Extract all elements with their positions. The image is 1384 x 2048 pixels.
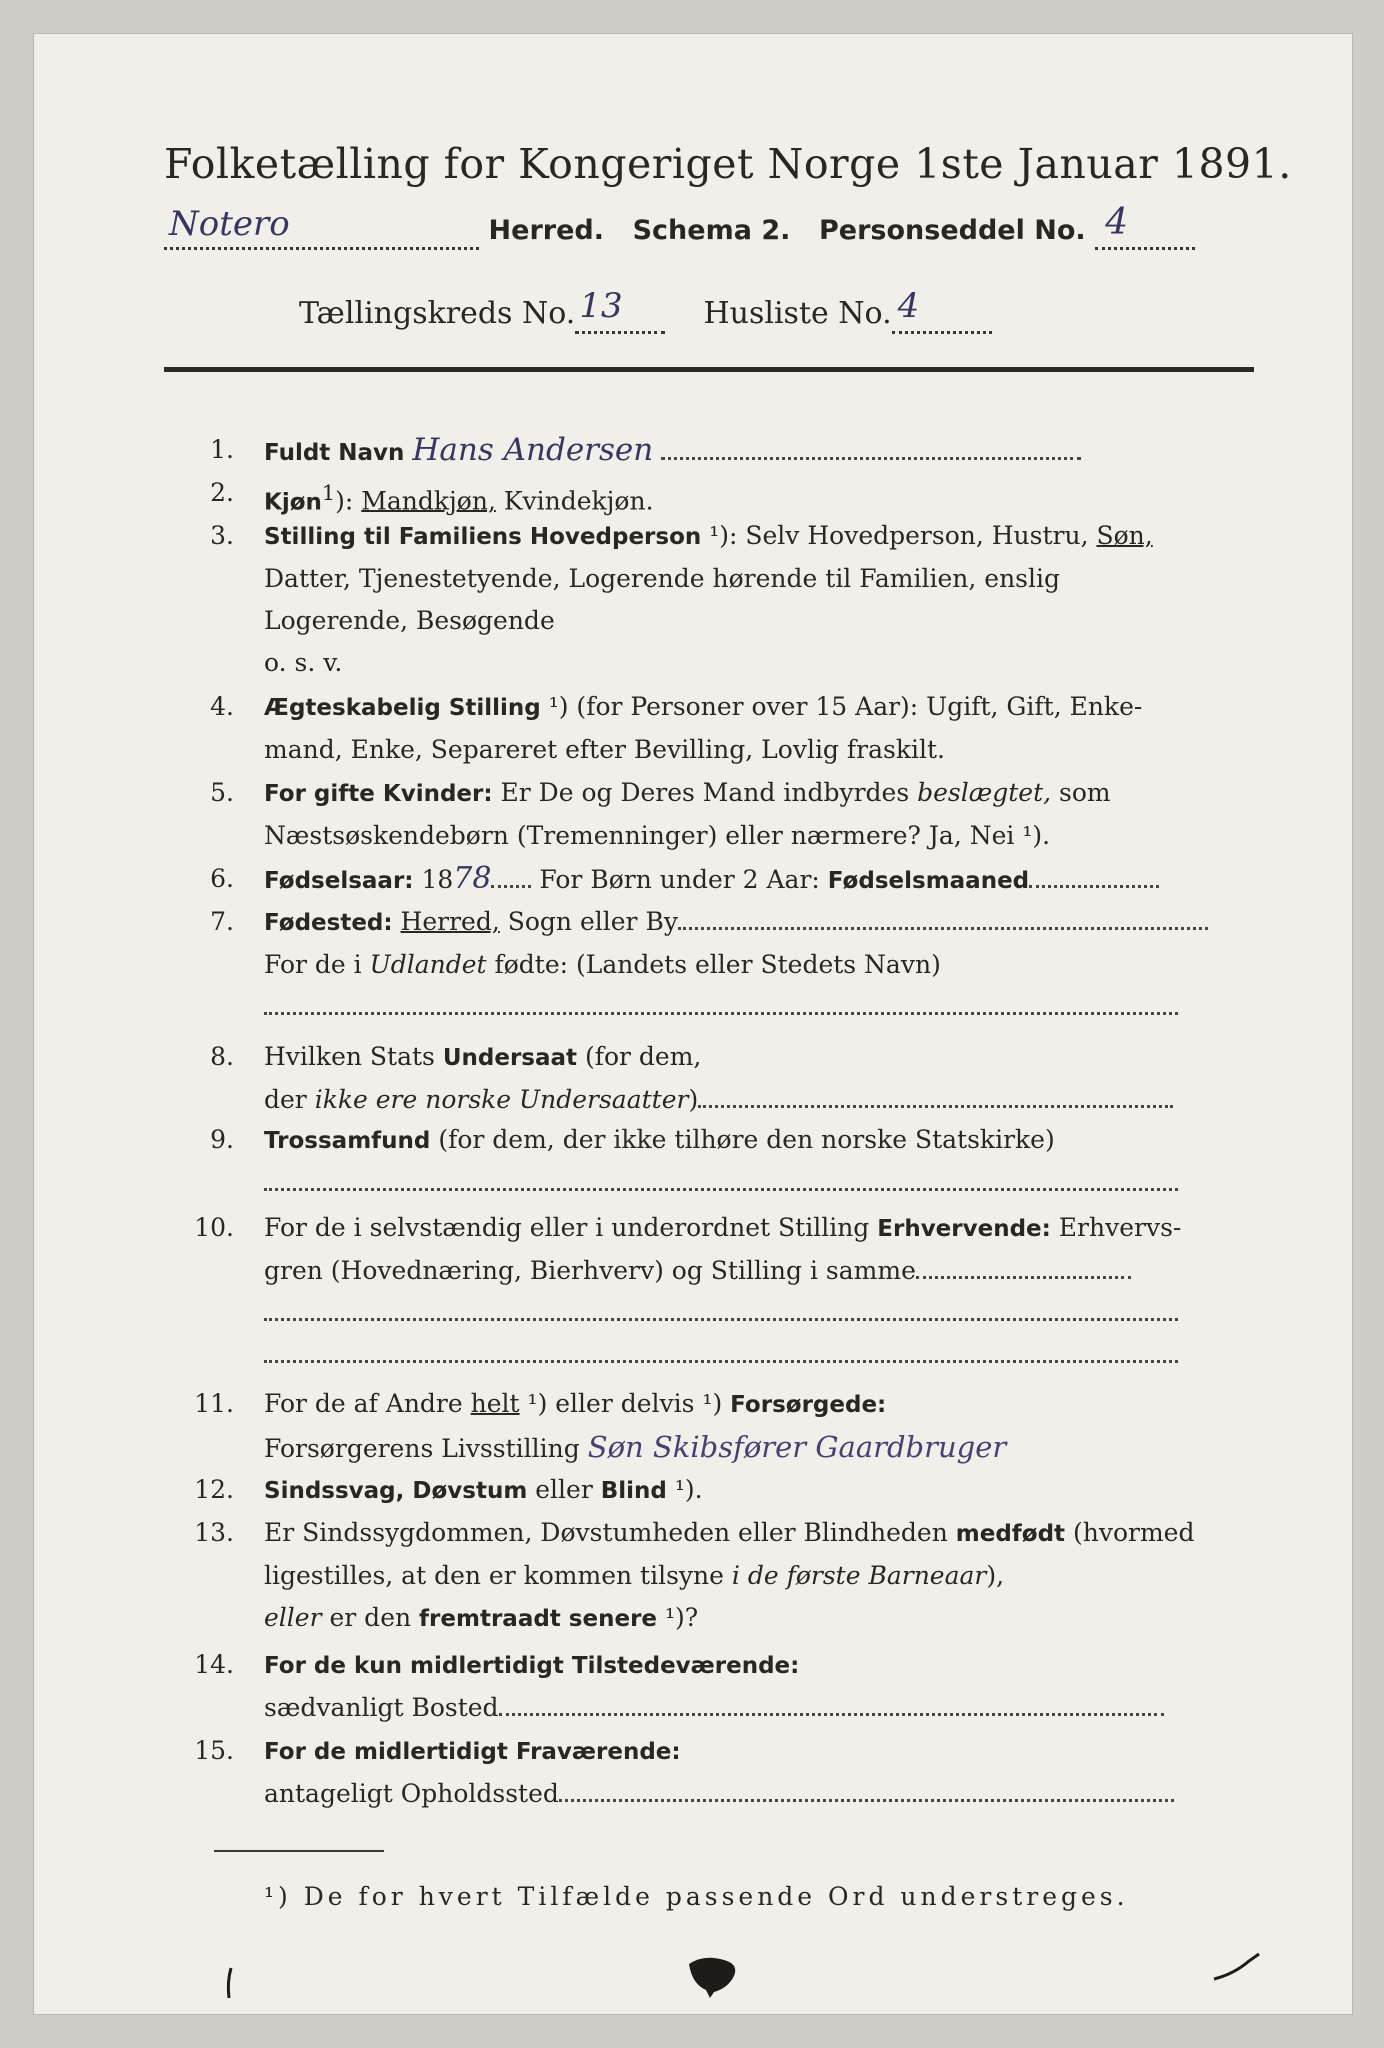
item-text: 18 bbox=[413, 865, 454, 894]
selected-option: Herred, bbox=[400, 907, 500, 936]
item-text: eller bbox=[264, 1603, 322, 1632]
item-text: ) bbox=[688, 1085, 699, 1114]
item-text: fødte: (Landets eller Stedets Navn) bbox=[486, 950, 941, 979]
husliste-field bbox=[892, 286, 992, 334]
selected-option: Mandkjøn, bbox=[361, 486, 496, 516]
item-number: 14. bbox=[194, 1650, 234, 1679]
item-text: ): bbox=[335, 486, 362, 516]
herred-label: Herred. bbox=[488, 215, 604, 246]
item-text: ¹)? bbox=[657, 1603, 699, 1632]
item-text: o. s. v. bbox=[264, 648, 343, 677]
personseddel-field bbox=[1095, 202, 1195, 250]
item-number: 6. bbox=[210, 864, 234, 893]
personseddel-label: Personseddel No. bbox=[818, 215, 1086, 246]
item-label: Forsørgede: bbox=[730, 1392, 887, 1418]
item-text: Datter, Tjenestetyende, Logerende hørende til Familien, enslig bbox=[264, 564, 1061, 593]
item-text: er den bbox=[321, 1603, 420, 1632]
provider-occupation-value: Søn Skibsfører Gaardbruger bbox=[587, 1430, 1007, 1464]
item-text: beslægtet, bbox=[917, 778, 1052, 807]
personseddel-value: 4 bbox=[1105, 202, 1129, 243]
item-text: mand, Enke, Separeret efter Bevilling, Lovlig fraskilt. bbox=[264, 735, 945, 764]
form-title: Folketælling for Kongeriget Norge 1ste Januar 1891. bbox=[164, 140, 1292, 188]
item-label: Fuldt Navn bbox=[264, 440, 405, 466]
item-text: der bbox=[264, 1085, 315, 1114]
kreds-field bbox=[575, 286, 665, 334]
selected-option: Søn, bbox=[1096, 521, 1153, 550]
header-kreds-line bbox=[299, 286, 1199, 334]
item-text: For de i bbox=[264, 950, 370, 979]
item-number: 11. bbox=[194, 1389, 234, 1418]
item-text: eller bbox=[527, 1475, 601, 1504]
kreds-value: 13 bbox=[579, 286, 623, 326]
item-label: For de kun midlertidigt Tilstedeværende: bbox=[264, 1653, 800, 1679]
item-text: som bbox=[1051, 778, 1111, 807]
item-label: Erhvervende: bbox=[877, 1216, 1051, 1242]
blank-line bbox=[264, 998, 1178, 1015]
item-label: Fødested: bbox=[264, 910, 393, 936]
item-number: 9. bbox=[210, 1125, 234, 1154]
census-form-page: Folketælling for Kongeriget Norge 1ste Januar 1891. Notero Herred. Schema 2. Personseddel No. 4 Tællingskreds No. 13 Husliste No. 4 1. Fuldt Navn Hans Andersen 2. Kjøn$^1$): Mandkjøn, Kvindekjøn. 3. Stilling til Familiens Hovedperson ¹): Selv Hovedperson, Hustru, Søn, Datter, Tjenestetyende, Logerende hørende til Familien, enslig Logerende, Besøgende o. s. v. 4. Ægteskabelig Stilling ¹) (for Personer over 15 Aar): Ugift, Gift, Enke- mand, Enke, Separeret efter Bevilling, Lovlig fraskilt. 5. For gifte Kvinder: Er De og Deres Mand indbyrdes beslægtet, som Næstsøskendebørn (Tremenninger) eller nærmere? Ja, Nei ¹). 6. Fødselsaar: 1878 For Børn under 2 Aar: Fødselsmaaned 7. Fødested: Herred, Sogn eller By For de i Udlandet fødte: (Landets eller Stedets Navn) 8. Hvilken Stats Undersaat (for dem, der ikke ere norske Undersaatter) 9. Trossamfund (for dem, der ikke tilhøre den norske Statskirke) 10. For de i selvstændig eller i underordnet Stilling Erhvervende: Erhvervs- gren (Hovednæring, Bierhverv) og Stilling i samme 11. For de af Andre helt ¹) eller delvis ¹) Forsørgede: Forsørgerens Livsstilling Søn Skibsfører Gaardbruger 12. Sindssvag, Døvstum eller Blind ¹). 13. Er Sindssygdommen, Døvstumheden eller Blindheden medfødt (hvormed ligestilles, at den er kommen tilsyne i de første Barneaar), eller er den fremtraadt senere ¹)? 14. For de kun midlertidigt Tilstedeværende: sædvanligt Bosted 15. For de midlertidigt Fraværende: antageligt Opholdssted ¹) De for hvert Tilfælde passende Ord understreges. bbox=[34, 34, 1352, 2014]
footnote: ¹) De for hvert Tilfælde passende Ord understreges. bbox=[264, 1882, 1129, 1911]
item-text: ligestilles, at den er kommen tilsyne bbox=[264, 1561, 732, 1590]
name-value: Hans Andersen bbox=[412, 432, 654, 468]
item-text: ikke ere norske Undersaatter bbox=[314, 1085, 689, 1114]
item-number: 15. bbox=[194, 1736, 234, 1765]
item-label: For gifte Kvinder: bbox=[264, 781, 493, 807]
item-number: 8. bbox=[210, 1042, 234, 1071]
item-number: 10. bbox=[194, 1213, 234, 1242]
header-herred-line bbox=[164, 202, 1254, 250]
item-label: Sindssvag, Døvstum bbox=[264, 1478, 528, 1504]
husliste-label: Husliste No. bbox=[703, 296, 892, 331]
item-text: antageligt Opholdssted bbox=[264, 1779, 559, 1808]
item-number: 4. bbox=[210, 692, 234, 721]
item-text: Hvilken Stats bbox=[264, 1042, 435, 1071]
item-text: Erhvervs- bbox=[1050, 1213, 1182, 1242]
blank-line bbox=[264, 1174, 1178, 1191]
item-text: (for dem, der ikke tilhøre den norske Statskirke) bbox=[430, 1125, 1055, 1154]
husliste-value: 4 bbox=[897, 286, 920, 326]
item-text: Næstsøskendebørn (Tremenninger) eller nærmere? Ja, Nei ¹). bbox=[264, 821, 1051, 850]
kreds-label: Tællingskreds No. bbox=[299, 296, 576, 331]
selected-option: helt bbox=[470, 1389, 520, 1418]
ink-stroke-icon bbox=[219, 1964, 239, 2004]
item-label: medfødt bbox=[955, 1521, 1066, 1547]
item-text: For de i selvstændig eller i underordnet Stilling bbox=[264, 1213, 878, 1242]
item-label: Blind bbox=[600, 1478, 667, 1504]
item-number: 13. bbox=[194, 1518, 234, 1547]
item-label: fremtraadt senere bbox=[419, 1606, 658, 1632]
item-text: For Børn under 2 Aar: bbox=[531, 865, 828, 894]
item-text: Kvindekjøn. bbox=[495, 486, 654, 516]
item-text: (for dem, bbox=[577, 1042, 702, 1071]
item-text: Sogn eller By bbox=[499, 907, 678, 936]
ink-blot-icon bbox=[684, 1954, 744, 1999]
item-text: ¹) eller delvis ¹) bbox=[519, 1389, 731, 1418]
item-text: Er Sindssygdommen, Døvstumheden eller Blindheden bbox=[264, 1518, 956, 1547]
header-rule bbox=[164, 367, 1254, 372]
item-label: Fødselsmaaned bbox=[827, 868, 1030, 894]
item-number: 12. bbox=[194, 1475, 234, 1504]
item-text: Er De og Deres Mand indbyrdes bbox=[492, 778, 918, 807]
footnote-rule bbox=[214, 1850, 384, 1852]
item-label: Undersaat bbox=[442, 1045, 578, 1071]
item-label: Ægteskabelig Stilling bbox=[264, 695, 541, 721]
item-label: For de midlertidigt Fraværende: bbox=[264, 1739, 681, 1765]
herred-field bbox=[164, 204, 479, 250]
blank-line bbox=[264, 1304, 1178, 1321]
schema-label: Schema 2. bbox=[632, 215, 791, 246]
item-label: Fødselsaar: bbox=[264, 868, 414, 894]
item-number: 1. bbox=[210, 435, 234, 464]
item-number: 3. bbox=[210, 521, 234, 550]
item-text: ): Selv Hovedperson, Hustru, bbox=[719, 521, 1097, 550]
item-text: ), bbox=[986, 1561, 1005, 1590]
blank-line bbox=[264, 1346, 1178, 1363]
item-text: gren (Hovednæring, Bierhverv) og Stilling i samme bbox=[264, 1256, 916, 1285]
item-number: 7. bbox=[210, 907, 234, 936]
ink-stroke-icon bbox=[1209, 1949, 1269, 1989]
item-text: ) (for Personer over 15 Aar): Ugift, Gift, Enke- bbox=[558, 692, 1143, 721]
item-text: Udlandet bbox=[369, 950, 487, 979]
item-text: ¹). bbox=[666, 1475, 703, 1504]
footnote-ref: 1 bbox=[321, 481, 336, 505]
item-text: Forsørgerens Livsstilling bbox=[264, 1434, 580, 1463]
item-label: Kjøn bbox=[264, 489, 322, 516]
item-text: (hvormed bbox=[1065, 1518, 1195, 1547]
item-text: Logerende, Besøgende bbox=[264, 606, 555, 635]
item-number: 5. bbox=[210, 778, 234, 807]
item-number: 2. bbox=[210, 478, 234, 507]
item-text: For de af Andre bbox=[264, 1389, 471, 1418]
herred-value: Notero bbox=[169, 204, 290, 244]
item-text: i de første Barneaar bbox=[731, 1561, 987, 1590]
item-label: Stilling til Familiens Hovedperson bbox=[264, 524, 702, 550]
item-label: Trossamfund bbox=[264, 1128, 431, 1154]
birth-year-value: 78 bbox=[453, 861, 492, 896]
item-text: sædvanligt Bosted bbox=[264, 1693, 499, 1722]
